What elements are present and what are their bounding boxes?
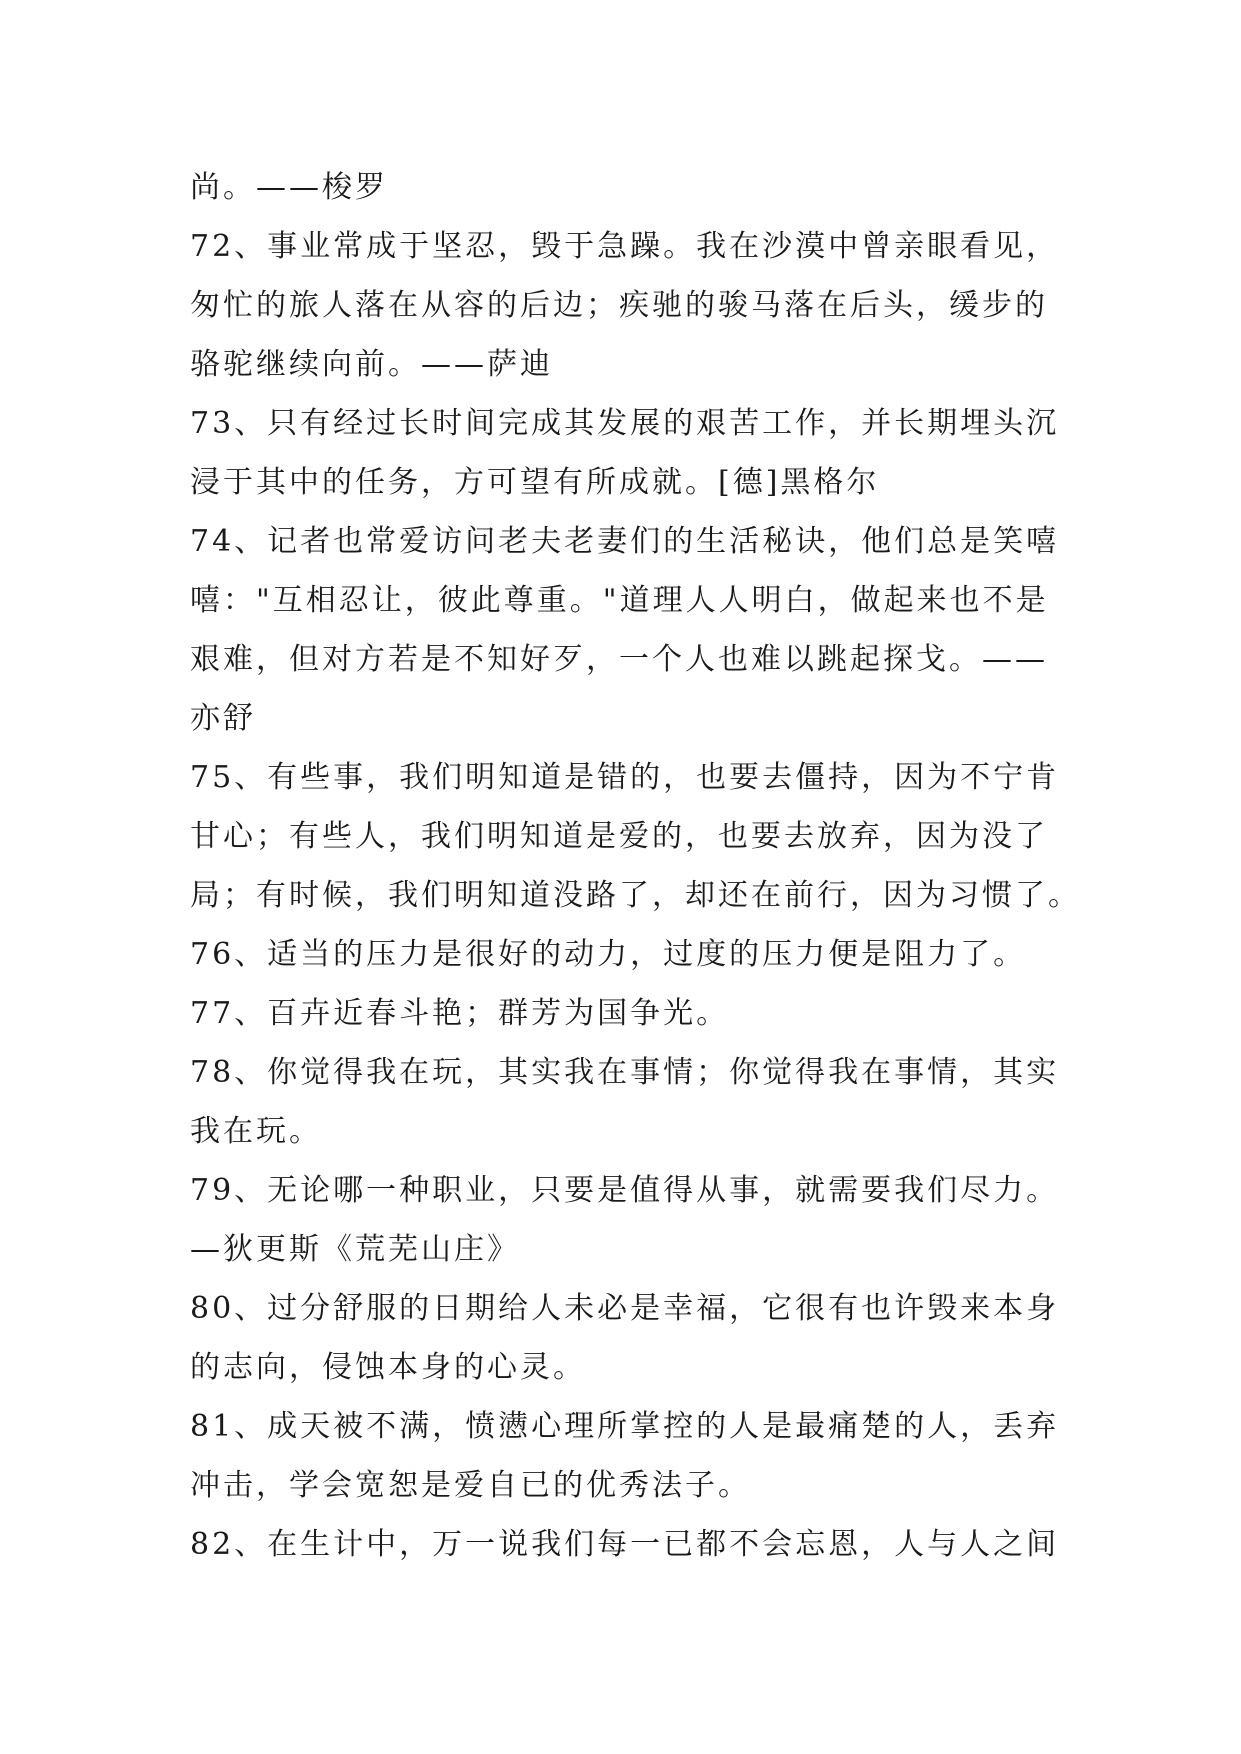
text-line: 81、成天被不满，愤懑心理所掌控的人是最痛楚的人，丢弃 [190,1409,1060,1444]
quote-text-block [190,158,1081,1574]
text-line: 80、过分舒服的日期给人未必是幸福，它很有也许毁来本身 [190,1291,1060,1326]
text-line: 浸于其中的任务，方可望有所成就。[德]黑格尔 [190,465,880,500]
text-line: 亦舒 [190,701,256,736]
text-line: 甘心；有些人，我们明知道是爱的，也要去放弃，因为没了 [190,819,1048,854]
text-line: 73、只有经过长时间完成其发展的艰苦工作，并长期埋头沉 [190,406,1060,441]
text-line: 74、记者也常爱访问老夫老妻们的生活秘诀，他们总是笑嘻 [190,524,1060,559]
text-line: 艰难，但对方若是不知好歹，一个人也难以跳起探戈。—— [190,642,1048,677]
text-line: 76、适当的压力是很好的动力，过度的压力便是阻力了。 [190,937,1027,972]
text-line: 嘻："互相忍让，彼此尊重。"道理人人明白，做起来也不是 [190,583,1049,618]
text-line: 79、无论哪一种职业，只要是值得从事，就需要我们尽力。 [190,1173,1060,1208]
text-line: 77、百卉近春斗艳；群芳为国争光。 [190,996,730,1031]
text-line: 骆驼继续向前。——萨迪 [190,347,553,382]
text-line: 82、在生计中，万一说我们每一已都不会忘恩，人与人之间 [190,1527,1060,1562]
text-line: 78、你觉得我在玩，其实我在事情；你觉得我在事情，其实 [190,1055,1060,1090]
text-line: 冲击，学会宽恕是爱自已的优秀法子。 [190,1468,751,1503]
text-line: 匆忙的旅人落在从容的后边；疾驰的骏马落在后头，缓步的 [190,288,1048,323]
text-line: 75、有些事，我们明知道是错的，也要去僵持，因为不宁肯 [190,760,1060,795]
text-line: 的志向，侵蚀本身的心灵。 [190,1350,586,1385]
text-line: 局；有时候，我们明知道没路了，却还在前行，因为习惯了。 [190,878,1081,913]
text-line: 尚。——梭罗 [190,170,388,205]
text-line: 我在玩。 [190,1114,322,1149]
text-line: —狄更斯《荒芜山庄》 [190,1232,520,1267]
text-line: 72、事业常成于坚忍，毁于急躁。我在沙漠中曾亲眼看见， [190,229,1060,264]
